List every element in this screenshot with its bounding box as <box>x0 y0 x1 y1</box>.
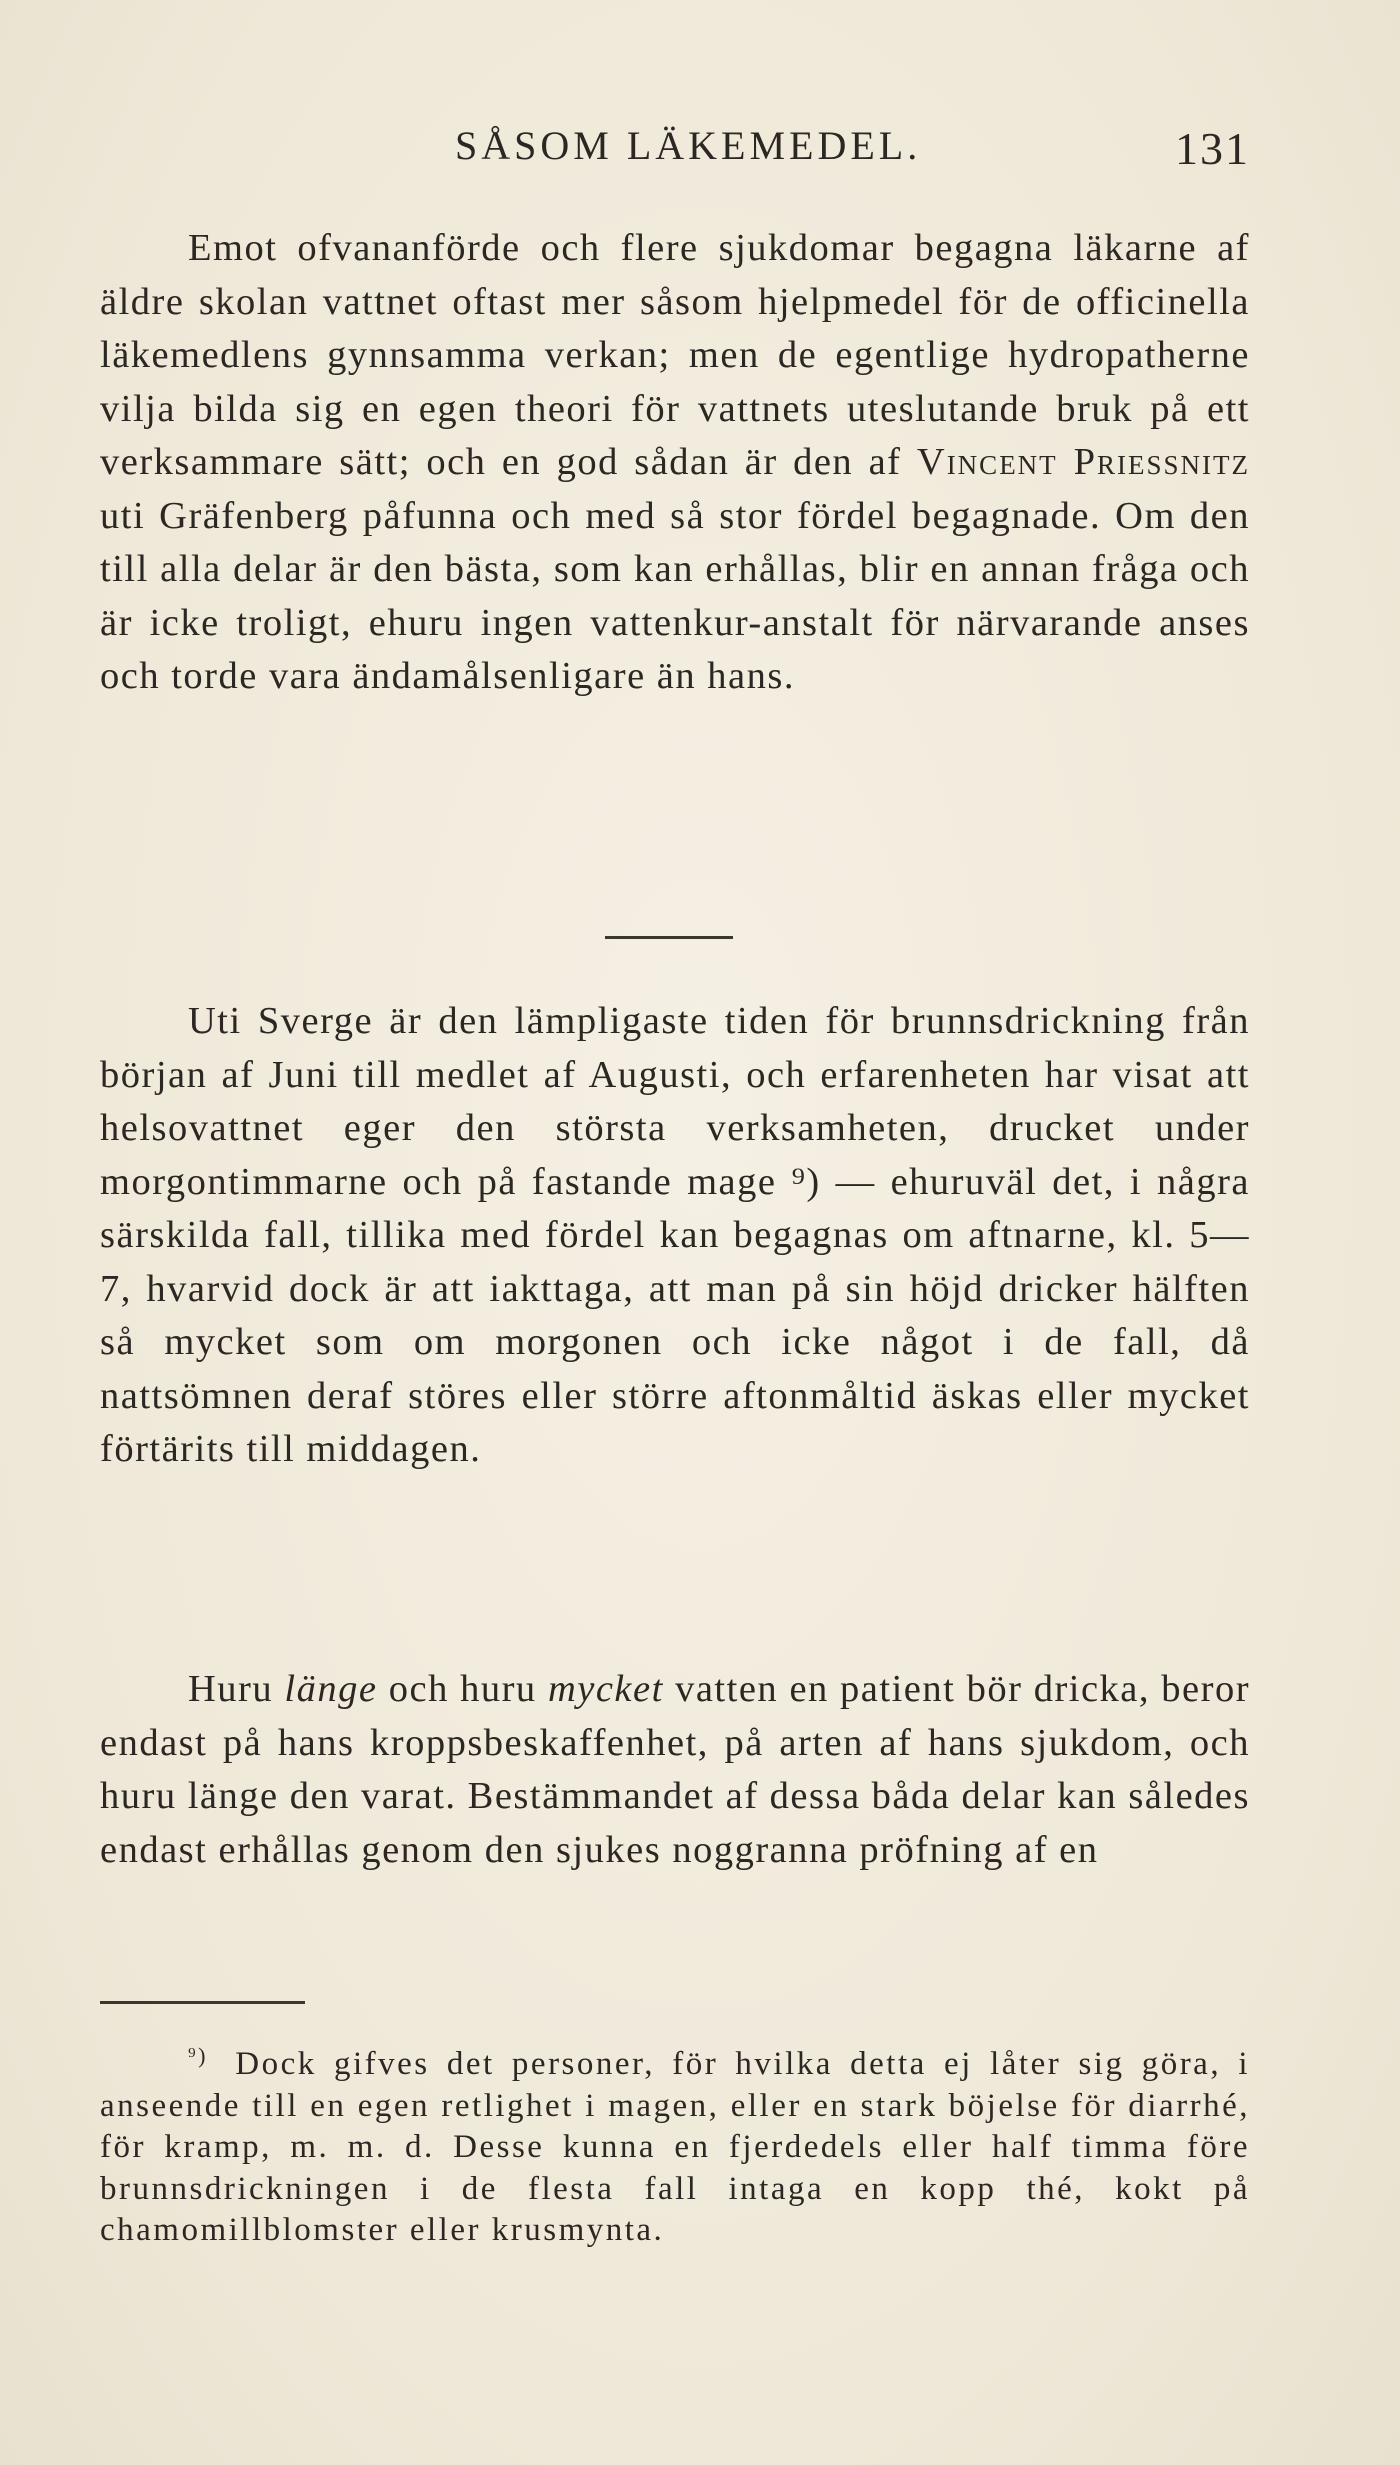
footnote <box>100 2035 1250 2252</box>
paragraph-1-tail: uti Gräfenberg påfunna och med så stor fördel begagnade. Om den till alla delar är den bästa, som kan erhållas, blir en annan fråga och är icke troligt, ehuru ingen vattenkur-anstalt för närvarande anses och torde vara ändamålsenligare än hans. <box>100 494 1250 697</box>
emphasis-lange: länge <box>284 1668 378 1710</box>
footnote-reference: ⁹) <box>791 1160 821 1203</box>
paragraph-2-lead: Uti Sverge är den lämpligaste tiden för brunnsdrickning från början af Juni till medlet af Augusti, och erfarenheten har visat att helsovattnet eger den största verksamheten, drucket under morgontimmarne och på fastande mage <box>100 1000 1250 1203</box>
paragraph-2-tail: — ehuruväl det, i några särskilda fall, tillika med fördel kan begagnas om aftnarne, kl. 5—7, hvarvid dock är att iakttaga, att man på sin höjd dricker hälften så mycket som om morgonen och icke något i de fall, då nattsömnen deraf störes eller större aftonmåltid äskas eller mycket förtärits till middagen. <box>100 1160 1250 1470</box>
person-name: Vincent Priessnitz <box>916 441 1250 483</box>
running-title: SÅSOM LÄKEMEDEL. <box>455 123 922 168</box>
paragraph-3-tail: vatten en patient bör dricka, beror endast på hans kroppsbeskaffenhet, på arten af hans sjukdom, och huru länge den varat. Bestämmandet af dessa båda delar kan således endast erhållas genom den sjukes noggranna pröfning af en <box>100 1668 1251 1871</box>
footnote-mark: ⁹) <box>188 2043 208 2068</box>
page-number: 131 <box>1175 123 1250 174</box>
paragraph-2 <box>100 995 1250 1477</box>
section-divider <box>605 936 733 939</box>
emphasis-mycket: mycket <box>547 1668 664 1710</box>
footnote-rule <box>100 2001 305 2004</box>
footnote-text: Dock gifves det personer, för hvilka detta ej låter sig göra, i anseende till en egen retlighet i magen, eller en stark böjelse för diarrhé, för kramp, m. m. d. Desse kunna en fjerdedels eller half timma före brunnsdrickningen i de flesta fall intaga en kopp thé, kokt på chamomillblomster eller krusmynta. <box>100 2046 1250 2248</box>
paragraph-3-lead: Huru <box>188 1668 274 1710</box>
paragraph-3 <box>100 1663 1250 1877</box>
paragraph-1 <box>100 222 1250 704</box>
paragraph-3-mid: och huru <box>388 1668 537 1710</box>
paragraph-1-lead: Emot ofvananförde och flere sjukdomar begagna läkarne af äldre skolan vattnet oftast mer såsom hjelpmedel för de officinella läkemedlens gynnsamma verkan; men de egentlige hydropatherne vilja bilda sig en egen theori för vattnets uteslutande bruk på ett verksammare sätt; och en god sådan är den af <box>100 227 1250 483</box>
page-header <box>100 122 1250 182</box>
